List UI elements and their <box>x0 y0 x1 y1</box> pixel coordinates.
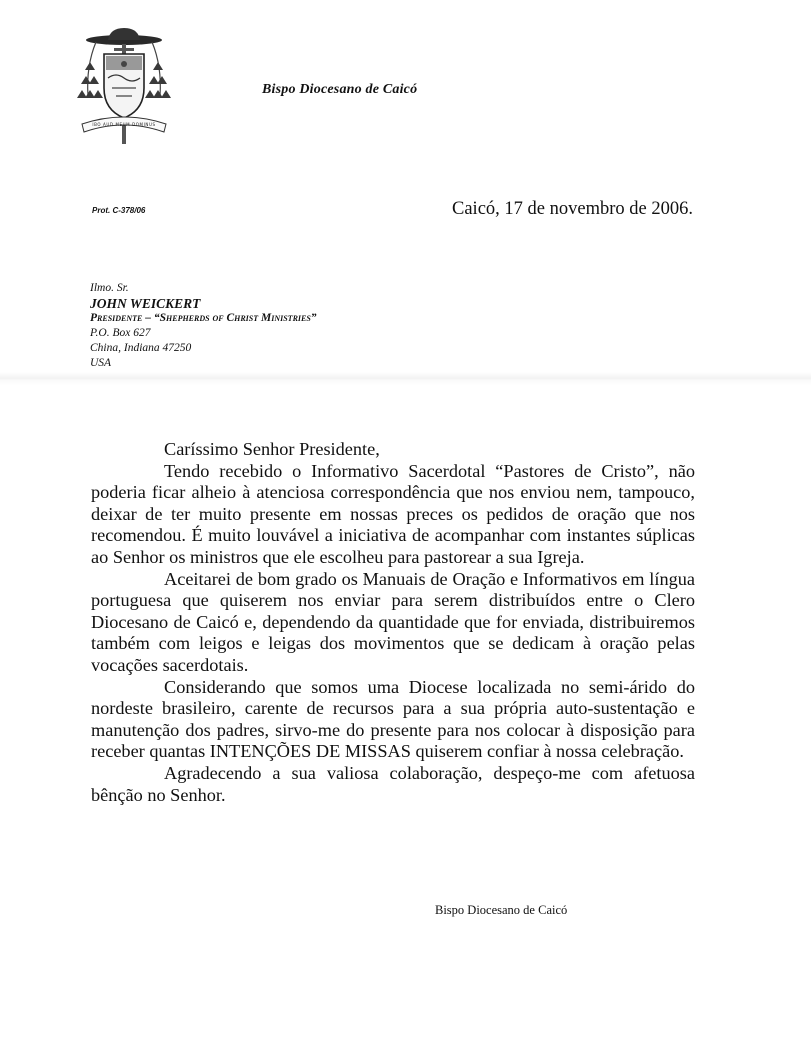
episcopal-coat-of-arms-icon <box>72 26 176 146</box>
signature-line: Bispo Diocesano de Caicó <box>435 903 568 917</box>
body-paragraph-4: Agradecendo a sua valiosa colaboração, despeço-me com afetuosa bênção no Senhor. <box>91 762 695 805</box>
svg-text:IBO AUD MEUM DOMINUS: IBO AUD MEUM DOMINUS <box>92 122 156 127</box>
body-paragraph-1: Tendo recebido o Informativo Sacerdotal “Pastores de Cristo”, não poderia ficar alheio à atenciosa correspondência que nos enviou nem, tampouco, deixar de ter muito presente em nossas preces os pedidos de oração que nos recomendou. É muito louvável a iniciativa de acompanhar com instantes súplicas ao Senhor os ministros que ele escolheu para pastorear a sua Igreja. <box>91 460 695 567</box>
letter-greeting: Caríssimo Senhor Presidente, <box>164 439 380 459</box>
paper-fold-line <box>0 372 811 386</box>
recipient-address <box>90 281 317 371</box>
address-country: USA <box>90 357 112 369</box>
protocol-number: Prot. C-378/06 <box>92 206 146 215</box>
letter-date: Caicó, 17 de novembro de 2006. <box>452 199 693 219</box>
address-salutation: Ilmo. Sr. <box>90 282 129 294</box>
address-po-box: P.O. Box 627 <box>90 327 151 339</box>
letter-body <box>91 439 695 806</box>
address-city: China, Indiana 47250 <box>90 342 192 354</box>
recipient-role: Presidente – “Shepherds of Christ Ministries” <box>90 312 317 324</box>
recipient-name: JOHN WEICKERT <box>90 296 201 311</box>
body-paragraph-3: Considerando que somos uma Diocese localizada no semi-árido do nordeste brasileiro, carente de recursos para a sua própria auto-sustentação e manutenção dos padres, sirvo-me do presente para nos colocar à disposição para receber quantas INTENÇÕES DE MISSAS quiserem confiar à nossa celebração. <box>91 676 695 762</box>
letterhead-title: Bispo Diocesano de Caicó <box>262 82 418 97</box>
body-paragraph-2: Aceitarei de bom grado os Manuais de Oração e Informativos em língua portuguesa que quiserem nos enviar para serem distribuídos entre o Clero Diocesano de Caicó e, dependendo da quantidade que for enviada, distribuiremos também com leigos e leigas dos movimentos que se dedicam à oração pelas vocações sacerdotais. <box>91 568 695 675</box>
